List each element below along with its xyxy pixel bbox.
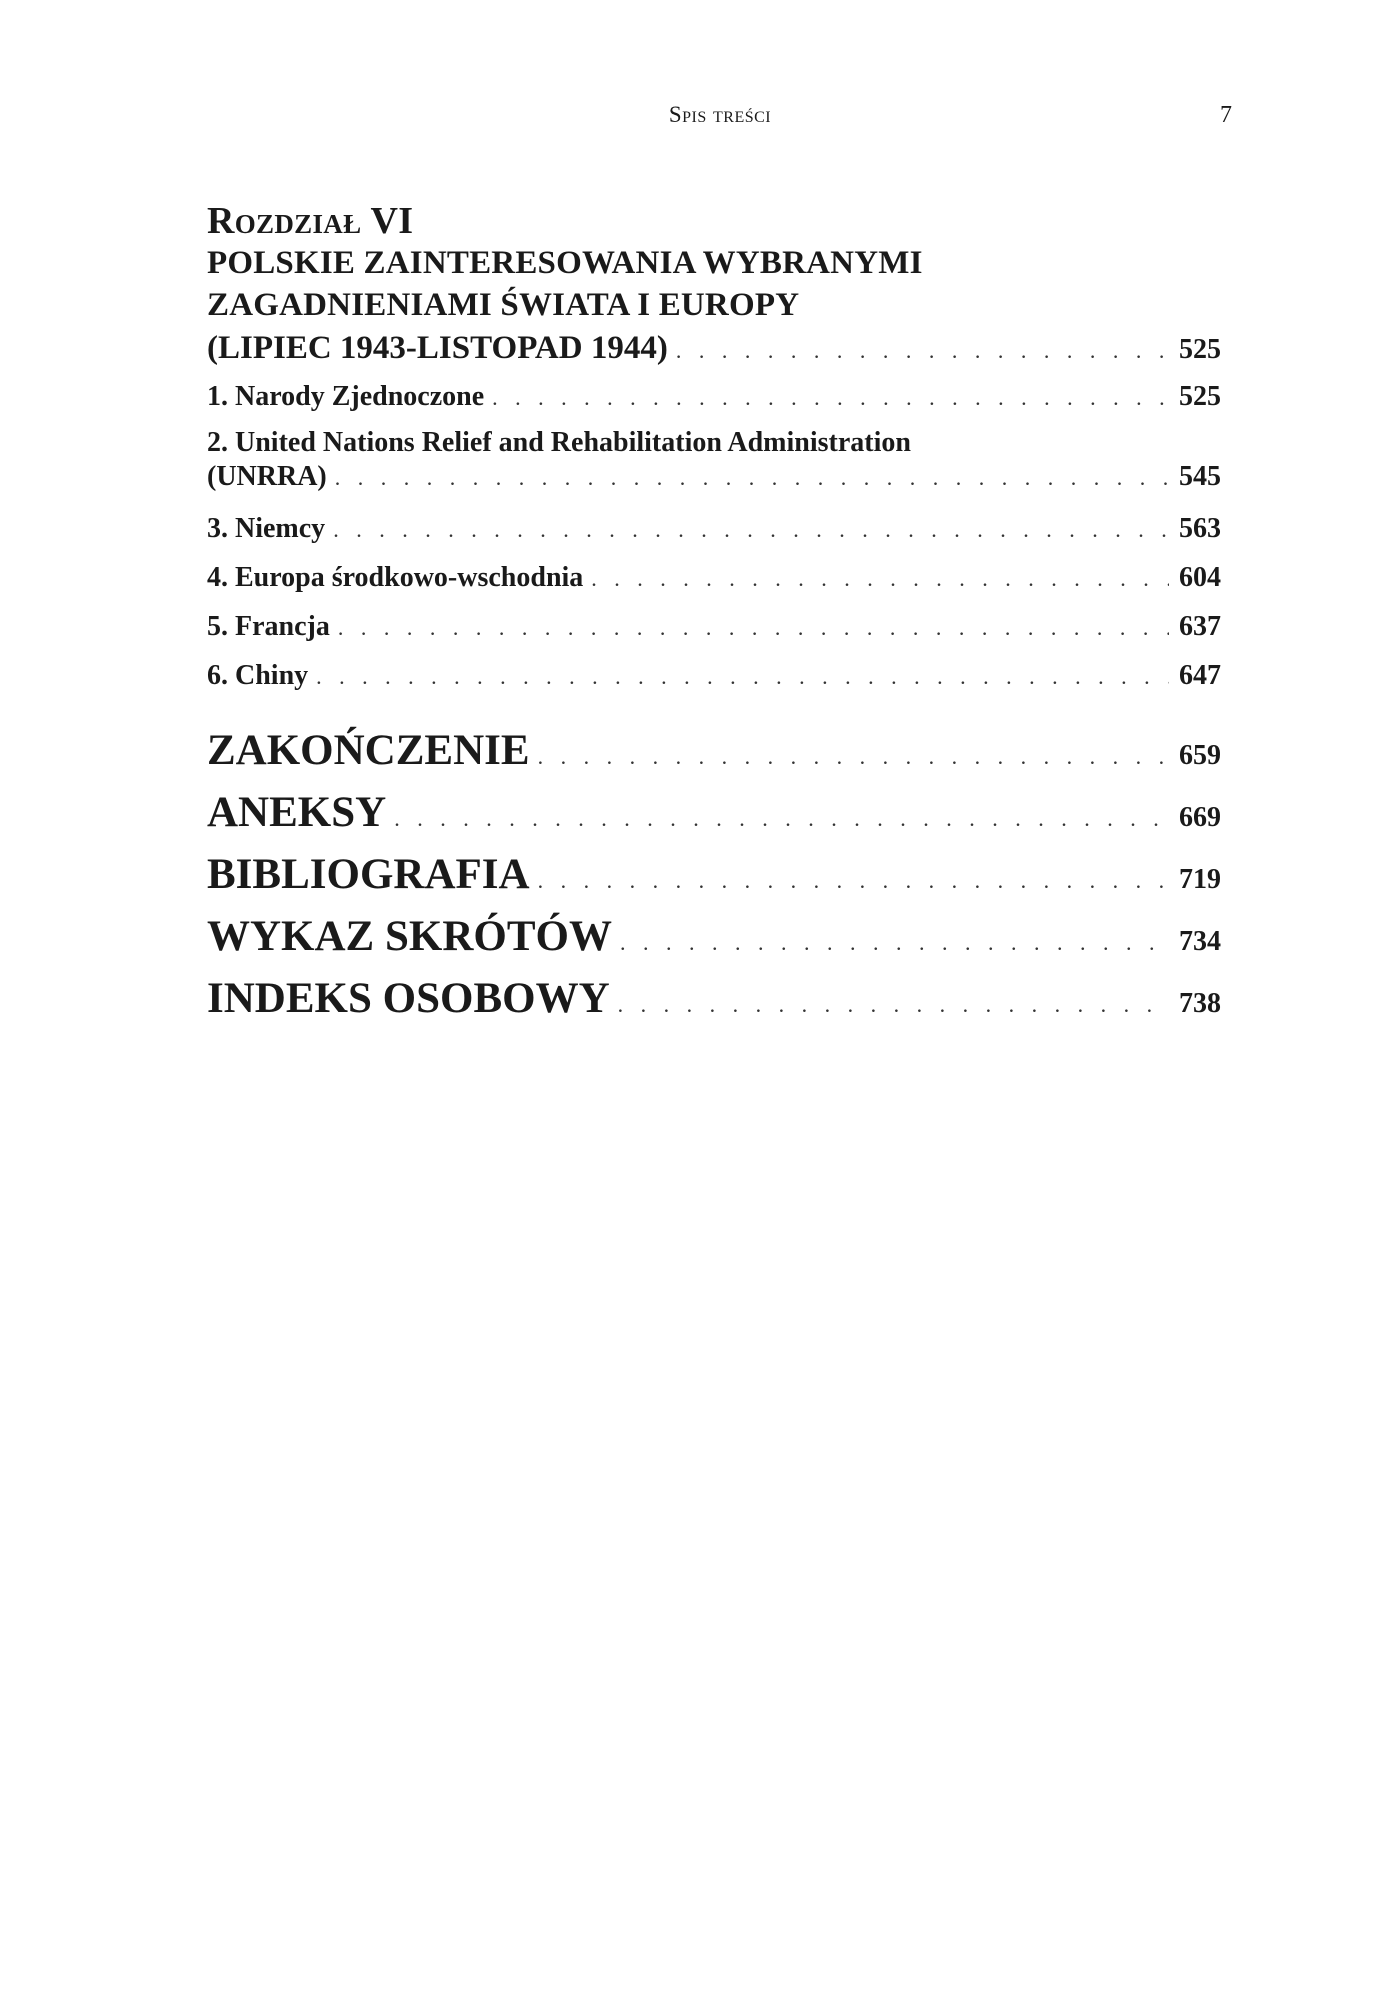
chapter-title-last-line: (LIPIEC 1943-LISTOPAD 1944) [207,330,668,366]
section-page: 545 [1179,461,1221,492]
dot-leader [591,555,1169,603]
section-page: 563 [1179,513,1221,544]
chapter-title-line: POLSKIE ZAINTERESOWANIA WYBRANYMI [207,245,923,281]
major-page: 669 [1179,802,1221,833]
toc-section-entry[interactable] [207,505,1221,554]
section-label-line2: (UNRRA) [207,461,327,492]
toc-major-entry[interactable] [207,723,1221,785]
dot-leader [538,729,1169,785]
dot-leader [335,461,1169,495]
section-label: 3. Niemcy [207,513,326,544]
running-title: Spis treści [668,102,772,127]
major-page: 659 [1179,740,1221,771]
section-label: 5. Francja [207,611,330,642]
spacer [207,701,1221,723]
section-page: 525 [1179,381,1221,412]
dot-leader [333,506,1169,554]
page-number: 7 [1220,102,1232,128]
section-page: 637 [1179,611,1221,642]
section-label: 4. Europa środkowo-wschodnia [207,562,584,593]
toc-section-entry[interactable] [207,460,1221,495]
section-label-line1[interactable]: 2. United Nations Relief and Rehabilitation Administration [207,427,911,458]
chapter-title-line: ZAGADNIENIAMI ŚWIATA I EUROPY [207,287,800,323]
toc-major-entry[interactable] [207,785,1221,847]
major-label: INDEKS OSOBOWY [207,975,610,1022]
major-label: WYKAZ SKRÓTÓW [207,913,612,960]
section-label: 1. Narody Zjednoczone [207,381,485,412]
toc-section-entry[interactable] [207,373,1221,422]
dot-leader [492,374,1169,422]
toc-major-entry[interactable] [207,847,1221,909]
toc-section-entry[interactable] [207,652,1221,701]
section-page: 604 [1179,562,1221,593]
major-page: 738 [1179,988,1221,1019]
major-label: BIBLIOGRAFIA [207,851,530,898]
toc-section-entry[interactable] [207,554,1221,603]
dot-leader [620,915,1169,971]
dot-leader [538,853,1169,909]
toc-section-entry[interactable] [207,603,1221,652]
dot-leader [316,653,1169,701]
dot-leader [394,791,1169,847]
dot-leader [338,604,1169,652]
section-label: 6. Chiny [207,660,309,691]
toc-major-entry[interactable] [207,909,1221,971]
major-label: ANEKSY [207,789,387,836]
chapter-label: Rozdział VI [207,200,414,242]
section-page: 647 [1179,660,1221,691]
major-label: ZAKOŃCZENIE [207,727,530,774]
running-head [0,102,1400,132]
major-page: 734 [1179,926,1221,957]
dot-leader [676,329,1169,373]
dot-leader [618,977,1169,1033]
table-of-contents [207,200,1221,1033]
chapter-entry[interactable] [207,326,1221,373]
toc-major-entry[interactable] [207,971,1221,1033]
chapter-page: 525 [1179,334,1221,365]
major-page: 719 [1179,864,1221,895]
